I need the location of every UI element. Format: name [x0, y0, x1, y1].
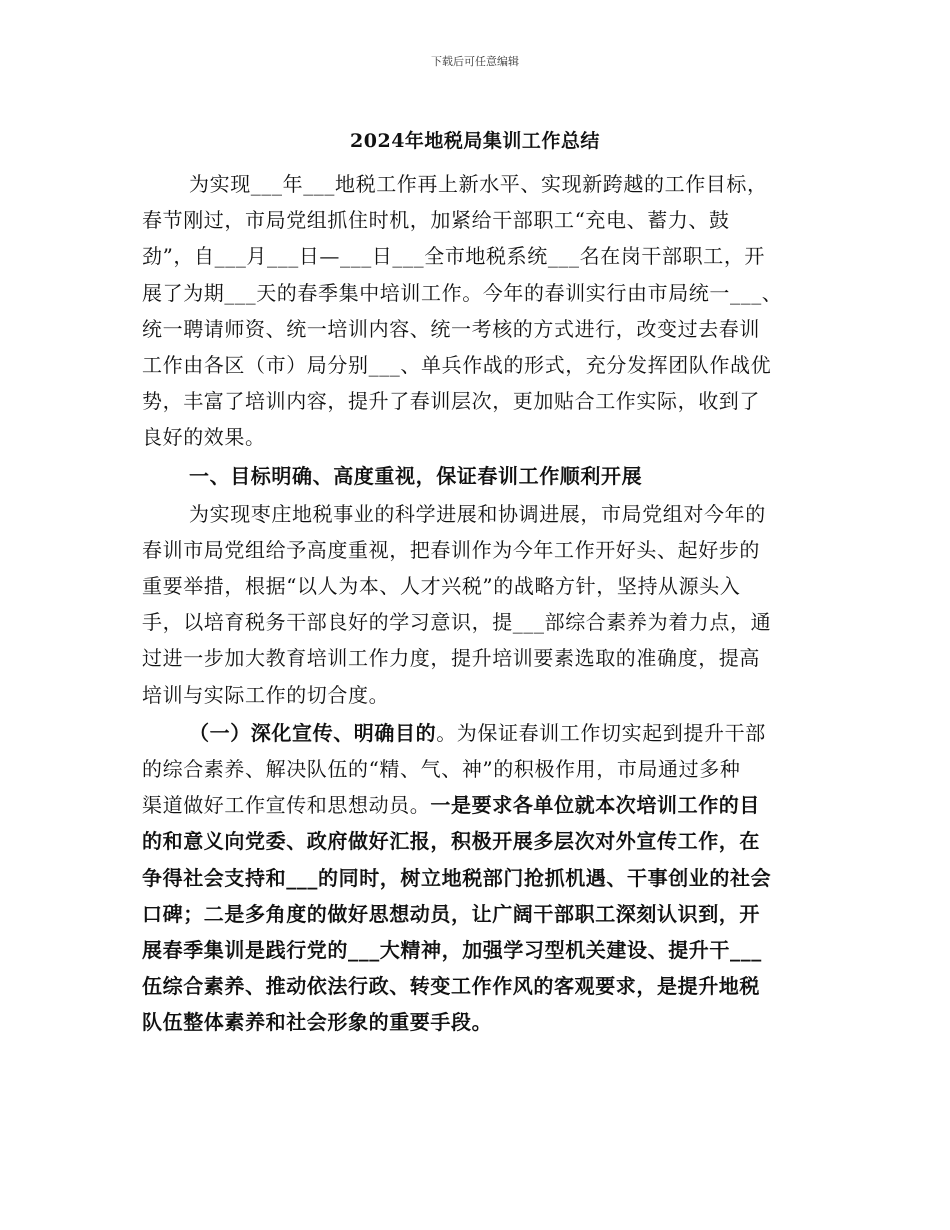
subsection-heading: （一）深化宣传、明确目的	[189, 720, 437, 745]
body-text-line: 春节刚过，市局党组抓住时机，加紧给干部职工“充电、蓄力、鼓	[142, 208, 730, 233]
paragraph-lines	[142, 166, 810, 713]
subsection-line-1	[142, 715, 810, 751]
emphasis-text-line: 争得社会支持和___的同时，树立地税部门抢抓机遇、干事创业的社会	[142, 865, 772, 890]
body-text-line: 手，以培育税务干部良好的学习意识，提___部综合素养为着力点，通	[142, 610, 772, 635]
document-body	[142, 166, 810, 1041]
document-title: 2024年地税局集训工作总结	[350, 130, 600, 152]
emphasis-text-line: 展春季集训是践行党的___大精神，加强学习型机关建设、提升干___	[142, 937, 762, 962]
emphasis-text-line: 口碑；二是多角度的做好思想动员，让广阔干部职工深刻认识到，开	[142, 901, 760, 926]
body-text-line: 为实现___年___地税工作再上新水平、实现新跨越的工作目标，	[189, 172, 768, 196]
subsection-text: 。为保证春训工作切实起到提升干部	[436, 720, 766, 745]
emphasis-text-line: 伍综合素养、推动依法行政、转变工作作风的客观要求，是提升地税	[142, 974, 760, 999]
body-text-line: 培训与实际工作的切合度。	[142, 682, 390, 707]
body-text-line: 劲”，自___月___日—___日___全市地税系统___名在岗干部职工，开	[142, 244, 766, 269]
section-heading: 一、目标明确、高度重视，保证春训工作顺利开展	[189, 463, 643, 488]
emphasis-text-line: 的和意义向党委、政府做好汇报，积极开展多层次对外宣传工作，在	[142, 829, 760, 854]
body-text-line: 统一聘请师资、统一培训内容、统一考核的方式进行，改变过去春训	[142, 316, 760, 341]
page-header-note: 下载后可任意编辑	[431, 55, 519, 68]
subsection-line-3	[142, 787, 810, 823]
emphasis-lines	[142, 823, 810, 1040]
body-text-line: 春训市局党组给予高度重视，把春训作为今年工作开好头、起好步的	[142, 537, 760, 562]
body-text-line: 为实现枣庄地税事业的科学进展和协调进展，市局党组对今年的	[189, 501, 766, 526]
subsection-emphasis: 一是要求各单位就本次培训工作的目	[430, 793, 761, 818]
body-text-line: 工作由各区（市）局分别___、单兵作战的形式，充分发挥团队作战优	[142, 352, 772, 377]
body-text-line: 展了为期___天的春季集中培训工作。今年的春训实行由市局统一___、	[142, 280, 783, 305]
body-text-line: 过进一步加大教育培训工作力度，提升培训要素选取的准确度，提高	[142, 646, 760, 671]
body-text-line: 重要举措，根据“以人为本、人才兴税”的战略方针，坚持从源头入	[142, 574, 741, 599]
emphasis-text-line: 队伍整体素养和社会形象的重要手段。	[142, 1010, 493, 1035]
subsection-text: 渠道做好工作宣传和思想动员。	[142, 793, 431, 818]
body-text-line: 良好的效果。	[142, 425, 266, 450]
body-text-line: 势，丰富了培训内容，提升了春训层次，更加贴合工作实际，收到了	[142, 389, 760, 414]
subsection-line-2: 的综合素养、解决队伍的“精、气、神”的积极作用，市局通过多种	[142, 757, 741, 781]
